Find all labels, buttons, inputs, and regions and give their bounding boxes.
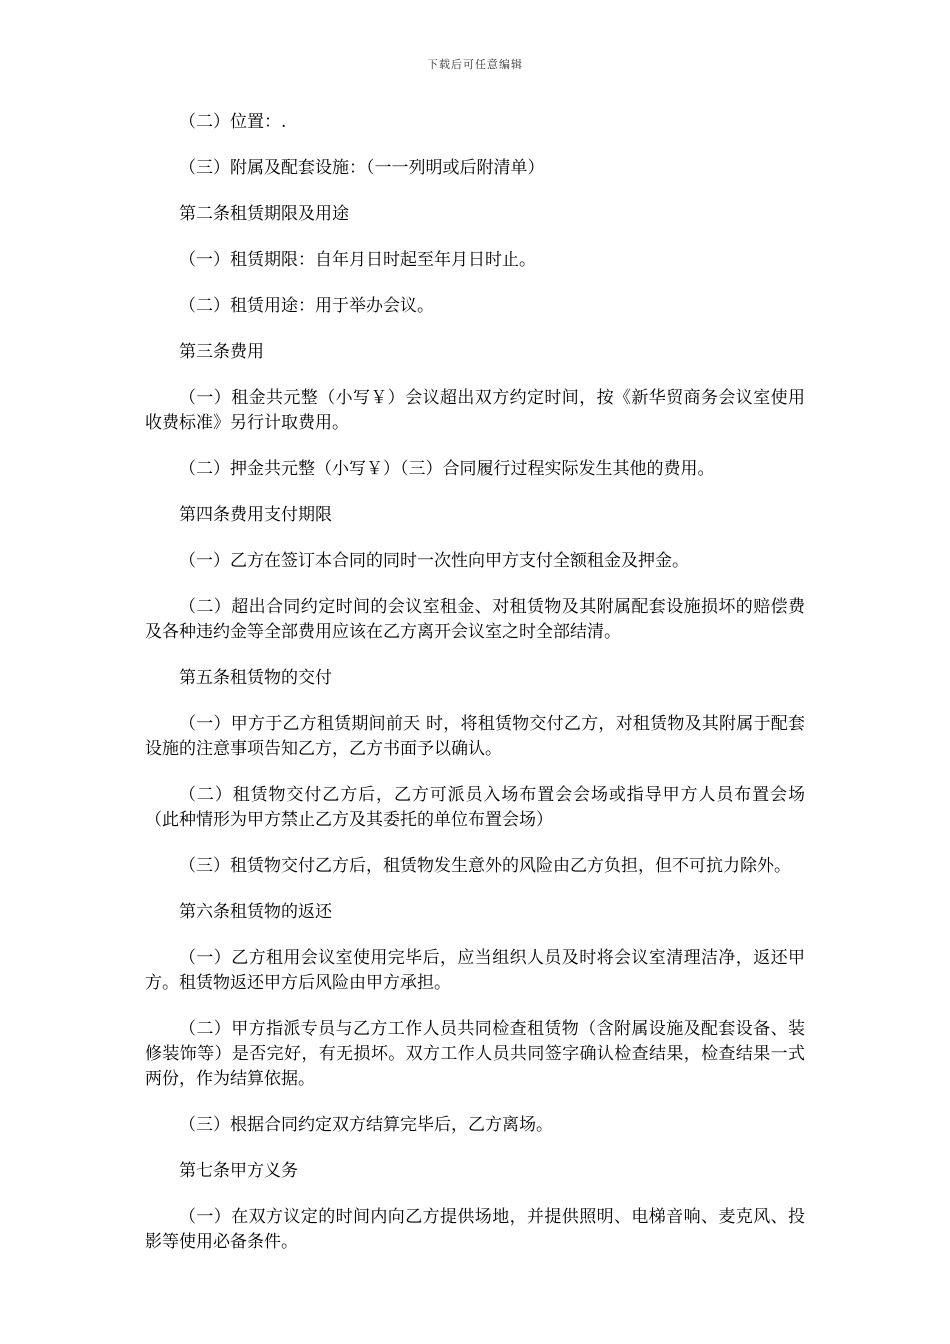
clause-venue-provision: （一）在双方议定的时间内向乙方提供场地，并提供照明、电梯音响、麦克风、投影等使用必备条件。: [145, 1207, 805, 1252]
page-header-note: 下载后可任意编辑: [427, 58, 523, 71]
clause-joint-inspection: （二）甲方指派专员与乙方工作人员共同检查租赁物（含附属设施及配套设备、装修装饰等）是否完好，有无损坏。双方工作人员共同签字确认检查结果，检查结果一式两份，作为结算依据。: [145, 1019, 805, 1089]
article-4-heading: 第四条费用支付期限: [179, 505, 332, 525]
clause-delivery-notice: （一）甲方于乙方租赁期间前天 时，将租赁物交付乙方，对租赁物及其附属于配套设施的注意事项告知乙方，乙方书面予以确认。: [145, 714, 805, 759]
article-6-heading: 第六条租赁物的返还: [179, 902, 332, 922]
clause-return-cleaning: （一）乙方租用会议室使用完毕后，应当组织人员及时将会议室清理洁净，返还甲方。租赁物返还甲方后风险由甲方承担。: [145, 948, 805, 993]
clause-location: （二）位置：.: [179, 112, 287, 132]
article-2-heading: 第二条租赁期限及用途: [179, 204, 349, 224]
article-7-heading: 第七条甲方义务: [179, 1161, 298, 1181]
article-5-heading: 第五条租赁物的交付: [179, 668, 332, 688]
clause-departure: （三）根据合同约定双方结算完毕后，乙方离场。: [179, 1115, 553, 1135]
clause-deposit: （二）押金共元整（小写￥）（三）合同履行过程实际发生其他的费用。: [179, 459, 715, 479]
clause-delivery-risk: （三）租赁物交付乙方后，租赁物发生意外的风险由乙方负担，但不可抗力除外。: [179, 856, 791, 876]
clause-overtime-settlement: （二）超出合同约定时间的会议室租金、对租赁物及其附属配套设施损坏的赔偿费及各种违约金等全部费用应该在乙方离开会议室之时全部结清。: [145, 597, 805, 642]
clause-lease-term: （一）租赁期限：自年月日时起至年月日时止。: [179, 250, 536, 270]
clause-facilities: （三）附属及配套设施：（一一列明或后附清单）: [179, 158, 545, 178]
clause-payment-once: （一）乙方在签订本合同的同时一次性向甲方支付全额租金及押金。: [179, 551, 689, 571]
clause-lease-purpose: （二）租赁用途：用于举办会议。: [179, 296, 434, 316]
article-3-heading: 第三条费用: [179, 342, 264, 362]
clause-rent: （一）租金共元整（小写￥）会议超出双方约定时间，按《新华贸商务会议室使用收费标准》另行计取费用。: [145, 388, 805, 433]
clause-venue-setup: （二）租赁物交付乙方后，乙方可派员入场布置会会场或指导甲方人员布置会场（此种情形为甲方禁止乙方及其委托的单位布置会场）: [145, 785, 805, 830]
document-body: [145, 110, 805, 1276]
